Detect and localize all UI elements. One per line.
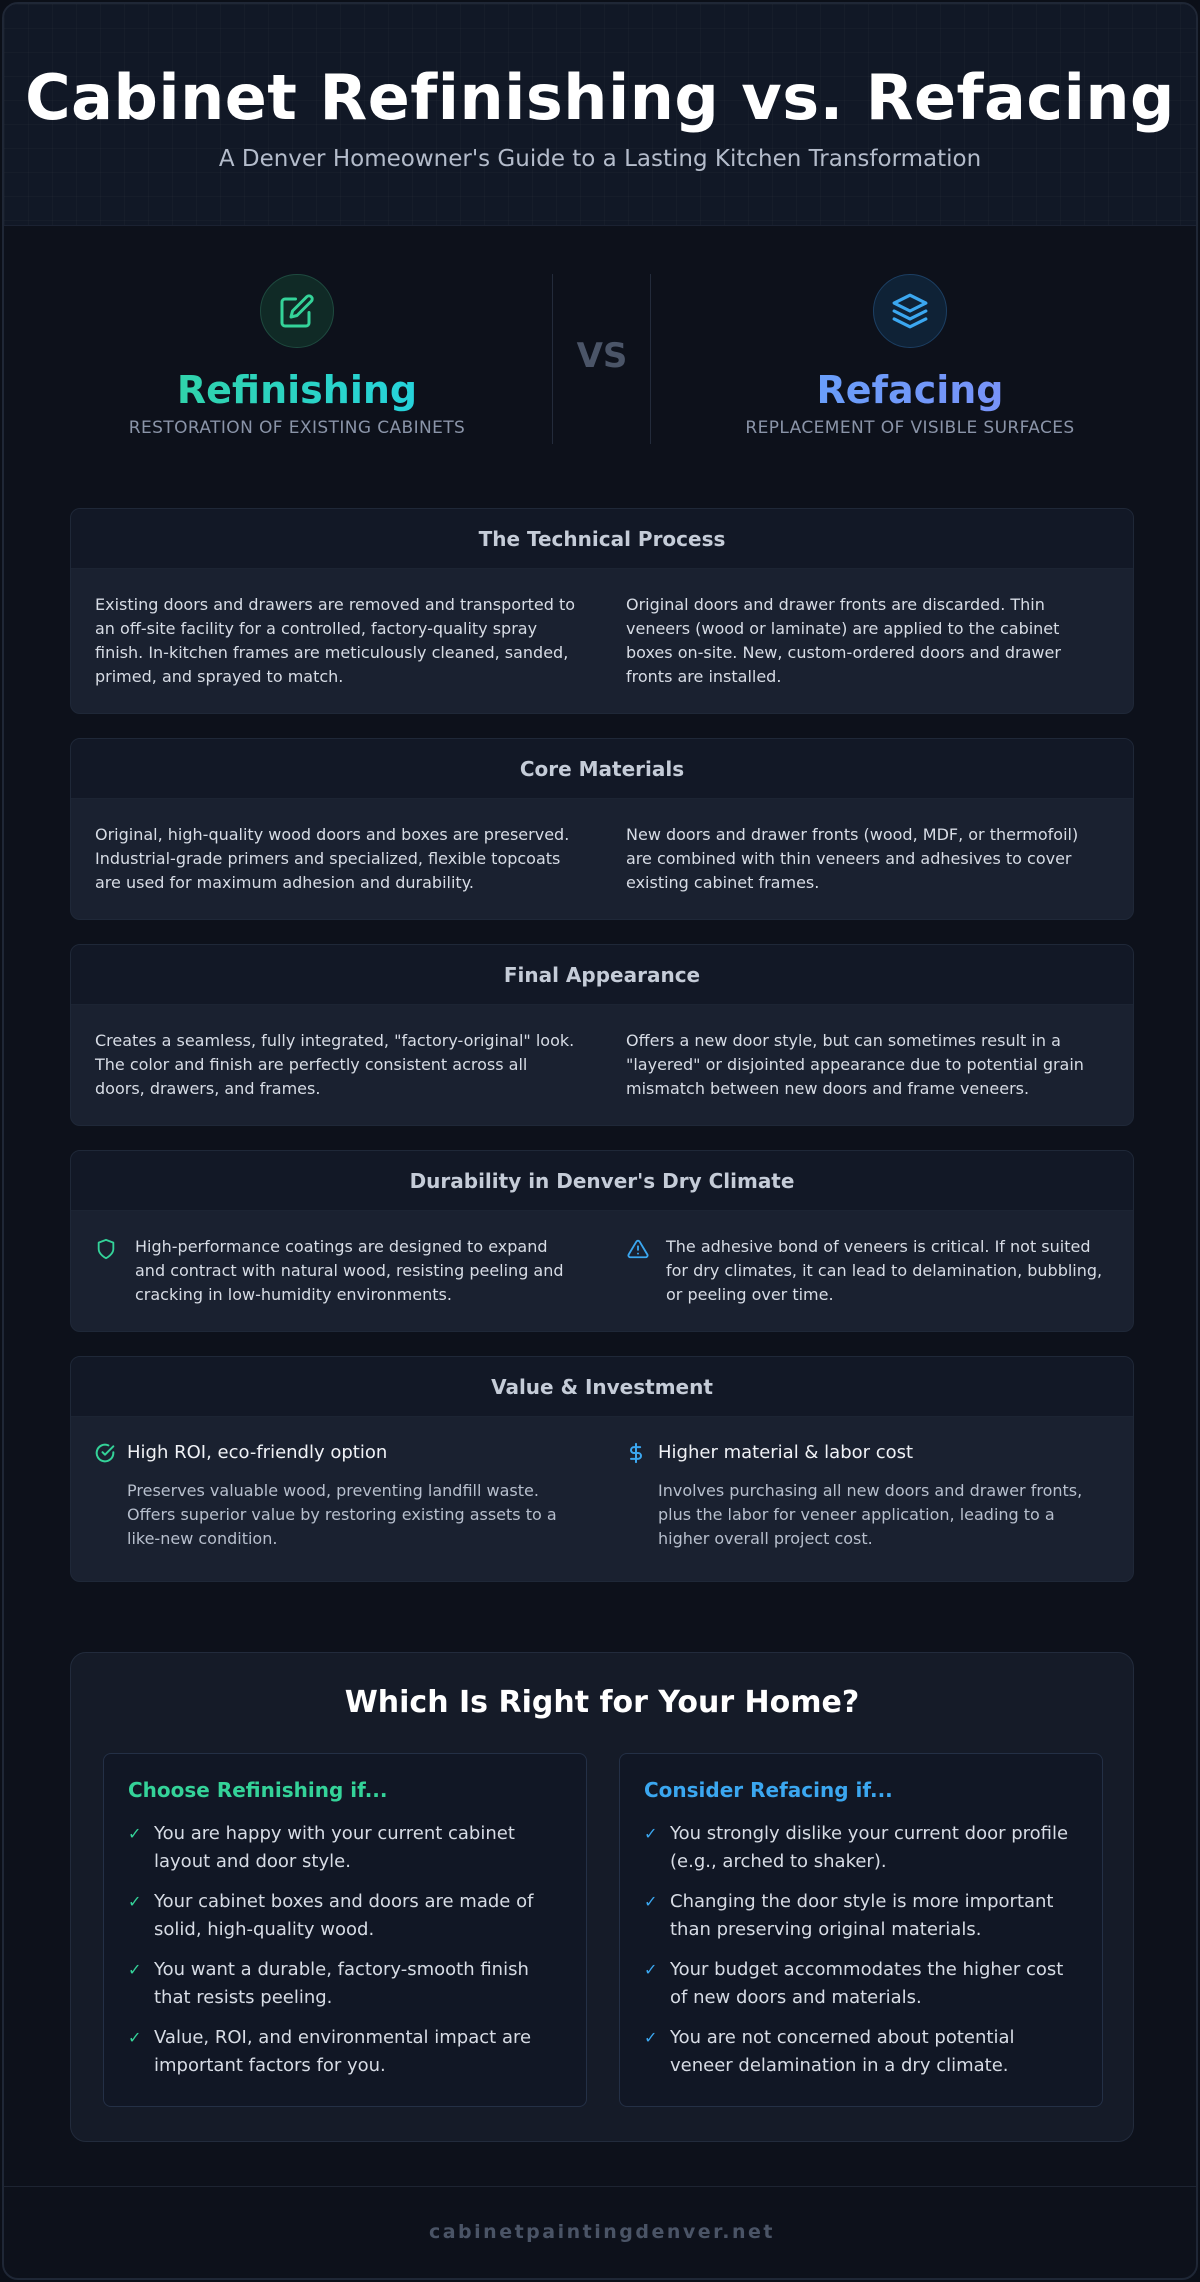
process-refinishing: Existing doors and drawers are removed and transported to an off-site facility for a controlled, factory-quality spray finish. In-kitchen frames are meticulously cleaned, sanded, primed, and sprayed to match. xyxy=(95,595,576,686)
check-icon: ✓ xyxy=(644,1960,658,1979)
value-title: Value & Investment xyxy=(71,1357,1133,1417)
durability-refacing-text: The adhesive bond of veneers is critical. If not suited for dry climates, it can lead to delamination, bubbling, or peeling over time. xyxy=(666,1237,1103,1304)
divider-left xyxy=(552,274,553,444)
refinishing-title: Refinishing xyxy=(87,368,507,412)
durability-refacing xyxy=(602,1235,1109,1307)
vs-label: VS xyxy=(576,336,628,376)
refacing-title: Refacing xyxy=(700,368,1120,412)
list-item: ✓ You are happy with your current cabinet layout and door style. xyxy=(128,1820,562,1876)
comparison-sections xyxy=(70,508,1134,1606)
materials-refacing: New doors and drawer fronts (wood, MDF, or thermofoil) are combined with thin veneers and adhesives to cover existing cabinet frames. xyxy=(626,825,1079,892)
list-item: ✓ Changing the door style is more important than preserving original materials. xyxy=(644,1888,1078,1944)
check-icon: ✓ xyxy=(644,1892,658,1911)
process-card xyxy=(70,508,1134,714)
list-item: ✓ You are not concerned about potential veneer delamination in a dry climate. xyxy=(644,2024,1078,2080)
edit-icon xyxy=(260,274,334,348)
durability-card xyxy=(70,1150,1134,1332)
appearance-title: Final Appearance xyxy=(71,945,1133,1005)
check-icon: ✓ xyxy=(644,2028,658,2047)
check-icon: ✓ xyxy=(128,1892,142,1911)
page-frame xyxy=(2,2,1198,2280)
value-refacing-text: Involves purchasing all new doors and drawer fronts, plus the labor for veneer application, leading to a higher overall project cost. xyxy=(658,1481,1083,1548)
appearance-refacing: Offers a new door style, but can sometimes result in a "layered" or disjointed appearance due to potential grain mismatch between new doors and frame veneers. xyxy=(626,1031,1084,1098)
durability-refinishing xyxy=(95,1235,602,1307)
decision-title: Which Is Right for Your Home? xyxy=(344,1685,860,1720)
decision-panel xyxy=(70,1652,1134,2142)
check-circle-icon xyxy=(95,1443,117,1463)
check-icon: ✓ xyxy=(128,1960,142,1979)
page-header xyxy=(4,4,1196,226)
value-refacing xyxy=(602,1441,1109,1551)
refacing-checklist-title: Consider Refacing if... xyxy=(644,1778,893,1802)
refacing-subtitle: REPLACEMENT OF VISIBLE SURFACES xyxy=(745,418,1075,438)
value-card xyxy=(70,1356,1134,1582)
layers-icon xyxy=(873,274,947,348)
check-icon: ✓ xyxy=(128,2028,142,2047)
list-item: ✓ Value, ROI, and environmental impact are important factors for you. xyxy=(128,2024,562,2080)
refinishing-checklist xyxy=(103,1753,587,2107)
list-item: ✓ Your cabinet boxes and doors are made of solid, high-quality wood. xyxy=(128,1888,562,1944)
versus-banner xyxy=(4,226,1196,436)
materials-refinishing: Original, high-quality wood doors and boxes are preserved. Industrial-grade primers and specialized, flexible topcoats are used for maximum adhesion and durability. xyxy=(95,825,570,892)
shield-icon xyxy=(95,1235,123,1307)
list-item: ✓ Your budget accommodates the higher cost of new doors and materials. xyxy=(644,1956,1078,2012)
value-refinishing-title: High ROI, eco-friendly option xyxy=(127,1442,388,1463)
page-title: Cabinet Refinishing vs. Refacing xyxy=(25,61,1175,134)
value-refinishing-text: Preserves valuable wood, preventing landfill waste. Offers superior value by restoring existing assets to a like-new condition. xyxy=(127,1481,557,1548)
refinishing-checklist-title: Choose Refinishing if... xyxy=(128,1778,388,1802)
appearance-card xyxy=(70,944,1134,1126)
refacing-checklist xyxy=(619,1753,1103,2107)
dollar-icon xyxy=(626,1442,648,1464)
durability-refinishing-text: High-performance coatings are designed to expand and contract with natural wood, resisting peeling and cracking in low-humidity environments. xyxy=(135,1237,564,1304)
appearance-refinishing: Creates a seamless, fully integrated, "factory-original" look. The color and finish are perfectly consistent across all doors, drawers, and frames. xyxy=(95,1031,575,1098)
warning-icon xyxy=(626,1235,654,1307)
footer-site-link[interactable]: cabinetpaintingdenver.net xyxy=(4,2186,1198,2280)
refinishing-heading xyxy=(87,274,507,438)
value-refacing-title: Higher material & labor cost xyxy=(658,1442,914,1463)
page-subtitle: A Denver Homeowner's Guide to a Lasting Kitchen Transformation xyxy=(218,146,982,172)
list-item: ✓ You strongly dislike your current door profile (e.g., arched to shaker). xyxy=(644,1820,1078,1876)
check-icon: ✓ xyxy=(128,1824,142,1843)
durability-title: Durability in Denver's Dry Climate xyxy=(71,1151,1133,1211)
check-icon: ✓ xyxy=(644,1824,658,1843)
materials-title: Core Materials xyxy=(71,739,1133,799)
list-item: ✓ You want a durable, factory-smooth finish that resists peeling. xyxy=(128,1956,562,2012)
divider-right xyxy=(650,274,651,444)
process-refacing: Original doors and drawer fronts are discarded. Thin veneers (wood or laminate) are applied to the cabinet boxes on-site. New, custom-ordered doors and drawer fronts are installed. xyxy=(626,595,1061,686)
refinishing-subtitle: RESTORATION OF EXISTING CABINETS xyxy=(128,418,466,438)
value-refinishing xyxy=(95,1441,602,1551)
materials-card xyxy=(70,738,1134,920)
refacing-heading xyxy=(700,274,1120,438)
process-title: The Technical Process xyxy=(71,509,1133,569)
